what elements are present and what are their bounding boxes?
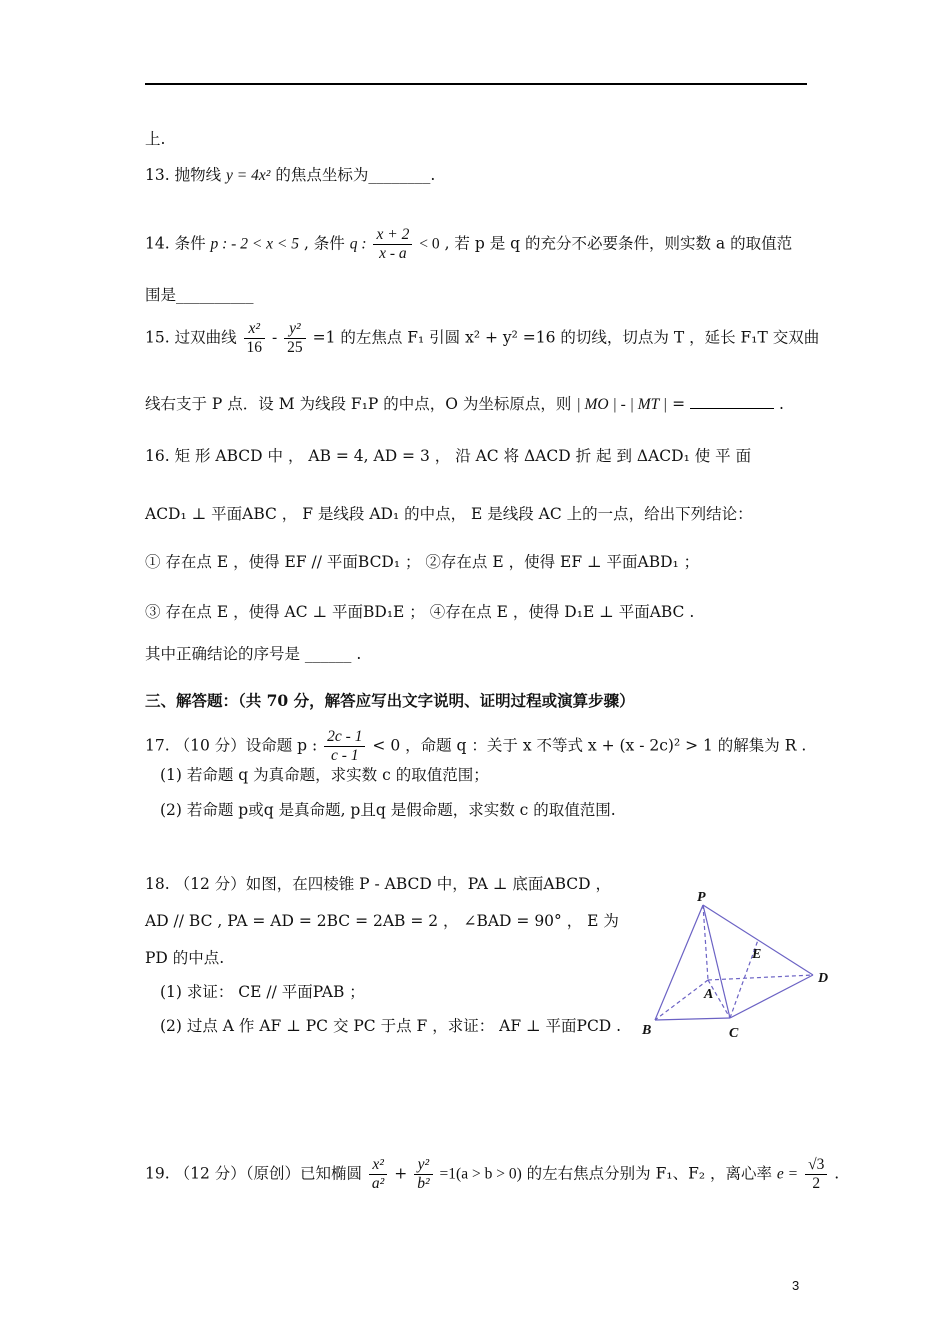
question-17 xyxy=(145,728,806,765)
q15-line2 xyxy=(145,393,784,416)
q19-lead: 19. （12 分）（原创）已知椭圆 xyxy=(145,1164,362,1183)
section-3-heading: 三、解答题：（共 70 分，解答应写出文字说明、证明过程或演算步骤） xyxy=(145,691,635,710)
q19-e-den: 2 xyxy=(812,1175,821,1192)
q15-lead: 15. 过双曲线 xyxy=(145,328,237,347)
q19-f2-num: y² xyxy=(414,1156,432,1175)
label-E: E xyxy=(752,947,762,962)
q19-plus: + xyxy=(394,1164,408,1183)
q17-sub1: (1) 若命题 q 为真命题，求实数 c 的取值范围； xyxy=(160,766,489,784)
q18-line1: 18. （12 分）如图，在四棱锥 P - ABCD 中，PA ⊥ 底面ABCD ， xyxy=(145,875,611,893)
q17-lead: 17. （10 分）设命题 p : xyxy=(145,736,318,755)
q15-end: . xyxy=(778,395,784,413)
q14-lead: 14. 条件 xyxy=(145,234,206,253)
edge-PD xyxy=(703,905,813,975)
q15-f1-den: 16 xyxy=(246,339,263,356)
q13-lead: 13. 抛物线 xyxy=(145,166,222,184)
edge-PB xyxy=(655,905,703,1020)
q14-mid: , 条件 xyxy=(303,234,345,253)
q15-eq: = xyxy=(672,395,686,413)
q19-f1-num: x² xyxy=(369,1156,387,1175)
q19-e: e = xyxy=(776,1165,799,1183)
label-C: C xyxy=(729,1026,739,1041)
q16-line2: ACD₁ ⊥ 平面ABC ， F 是线段 AD₁ 的中点， E 是线段 AC 上的一点，给出下列结论： xyxy=(145,505,753,523)
q18-line2: AD // BC , PA = AD = 2BC = 2AB = 2 ， ∠BAD = 90° ， E 为 xyxy=(145,912,619,930)
label-B: B xyxy=(642,1023,652,1038)
q15-f2-den: 25 xyxy=(287,339,303,356)
label-A: A xyxy=(704,987,714,1002)
page-number: 3 xyxy=(792,1278,800,1293)
edge-CD xyxy=(730,975,813,1018)
q14-q-tail: < 0 xyxy=(419,235,440,253)
carry-over-text: 上. xyxy=(145,130,166,148)
q15-fraction-y xyxy=(284,320,306,357)
q17-fraction xyxy=(324,728,365,765)
q15-abs-expression: | MO | - | MT | xyxy=(576,396,668,413)
q19-f1-den: a² xyxy=(371,1175,385,1192)
q14-denominator: x - a xyxy=(379,245,407,262)
q15-fraction-x xyxy=(244,320,266,357)
q16-line1: 16. 矩 形 ABCD 中 ， AB = 4, AD = 3 ， 沿 AC 将 ΔACD 折 起 到 ΔACD₁ 使 平 面 xyxy=(145,447,752,465)
q16-line3: ① 存在点 E ，使得 EF // 平面BCD₁ ； ②存在点 E ，使得 EF ⊥ 平面ABD₁ ； xyxy=(145,553,700,571)
q19-mid: 的左右焦点分别为 F₁、F₂ ，离心率 xyxy=(526,1164,772,1183)
edge-AD xyxy=(708,975,813,980)
q15-minus: - xyxy=(271,328,278,347)
q19-fraction-y xyxy=(414,1156,432,1193)
q17-numerator: 2c - 1 xyxy=(324,728,365,747)
q18-sub1: (1) 求证： CE // 平面PAB ； xyxy=(160,983,365,1001)
q15-f1-num: x² xyxy=(244,320,266,339)
q17-mid: < 0 ，命题 q ：关于 x 不等式 x + (x - 2c)² > 1 的解集为 R . xyxy=(372,736,807,755)
q13-tail: 的焦点坐标为________. xyxy=(275,166,436,184)
q19-e-num: √3 xyxy=(805,1156,827,1175)
q19-fraction-x xyxy=(369,1156,387,1193)
label-D: D xyxy=(818,971,829,986)
q19-eccentricity-fraction xyxy=(805,1156,827,1193)
header-rule xyxy=(145,83,807,85)
q19-end: . xyxy=(834,1164,840,1183)
question-13 xyxy=(145,164,435,187)
q18-sub2: (2) 过点 A 作 AF ⊥ PC 交 PC 于点 F ，求证： AF ⊥ 平面PCD . xyxy=(160,1017,622,1035)
q17-sub2: (2) 若命题 p或q 是真命题, p且q 是假命题，求实数 c 的取值范围. xyxy=(160,801,616,819)
edge-BC xyxy=(655,1018,730,1020)
q14-q-label: q : xyxy=(349,235,367,253)
q15-f2-num: y² xyxy=(284,320,306,339)
q16-line5: 其中正确结论的序号是 ______ . xyxy=(145,645,362,663)
q13-formula: y = 4x² xyxy=(226,167,271,184)
q14-numerator: x + 2 xyxy=(373,226,412,245)
q19-f2-den: b² xyxy=(417,1175,430,1192)
question-14 xyxy=(145,226,792,263)
label-P: P xyxy=(697,890,706,905)
q14-fraction xyxy=(373,226,412,263)
q19-condition: =1(a > b > 0) xyxy=(439,1165,522,1183)
q15-line2-text: 线右支于 P 点．设 M 为线段 F₁P 的中点，O 为坐标原点，则 xyxy=(145,395,572,413)
q16-line4: ③ 存在点 E ，使得 AC ⊥ 平面BD₁E ； ④存在点 E ，使得 D₁E ⊥ 平面ABC . xyxy=(145,603,695,621)
q14-p-condition: p : - 2 < x < 5 xyxy=(210,235,300,253)
q15-answer-blank xyxy=(690,408,774,409)
q14-line2: 围是__________ xyxy=(145,286,254,304)
q18-line3: PD 的中点. xyxy=(145,949,225,967)
q15-rest: =1 的左焦点 F₁ 引圆 x² + y² =16 的切线，切点为 T ，延长 F₁T 交双曲 xyxy=(312,328,820,347)
question-19 xyxy=(145,1156,839,1193)
q14-rest: , 若 p 是 q 的充分不必要条件，则实数 a 的取值范 xyxy=(444,234,793,253)
question-15 xyxy=(145,320,819,357)
q17-denominator: c - 1 xyxy=(331,747,359,764)
pyramid-figure xyxy=(630,885,830,1045)
